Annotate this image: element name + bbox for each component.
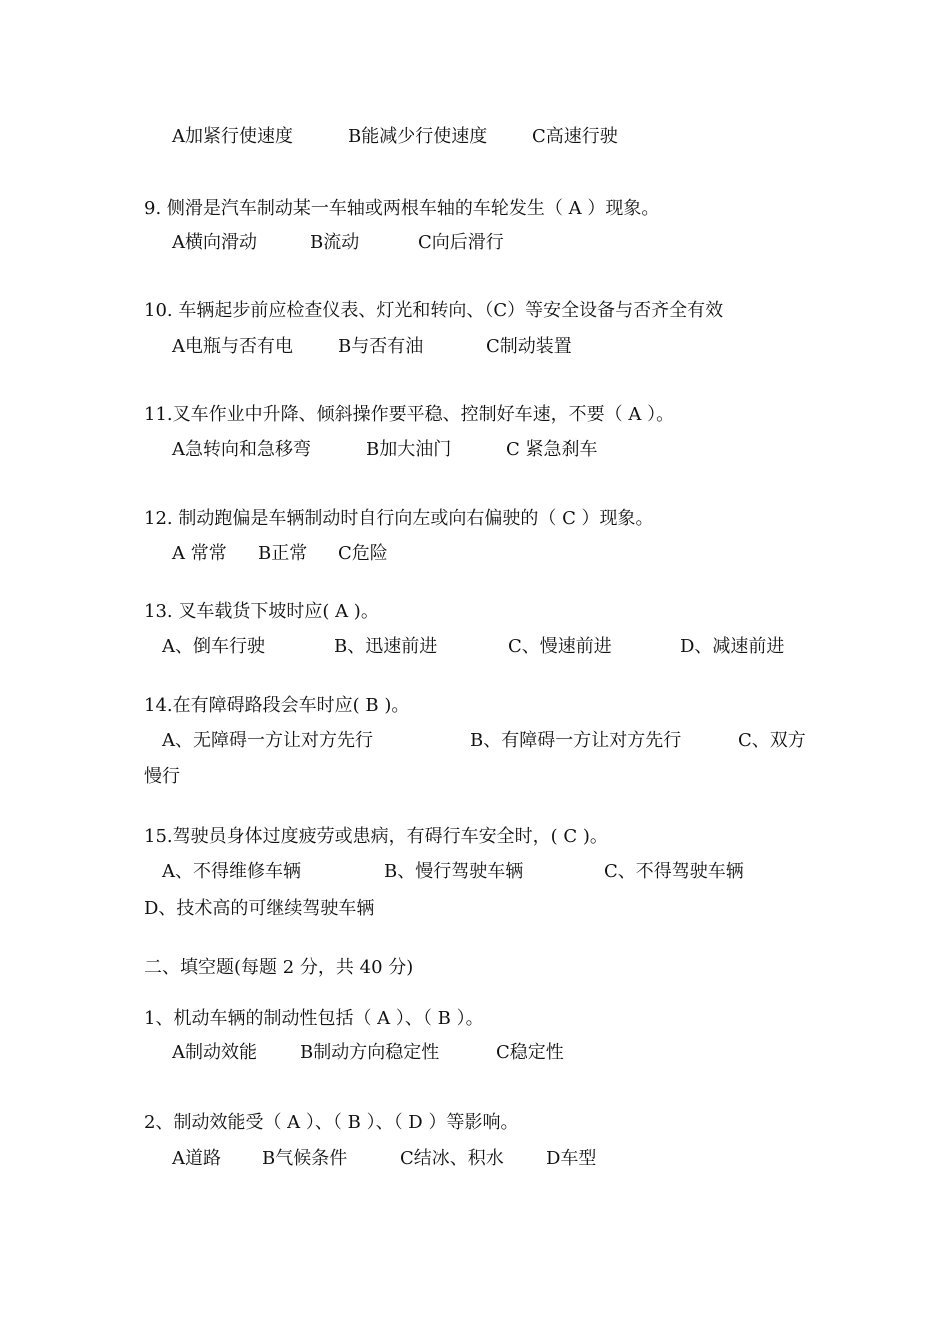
q11-text: 11.叉车作业中升降、倾斜操作要平稳、控制好车速，不要（ A ）。	[144, 404, 675, 425]
q10-option-b: B与否有油	[338, 336, 424, 357]
f2-text: 2、制动效能受（ A ）、（ B ）、（ D ）等影响。	[144, 1112, 519, 1133]
q9-option-c: C向后滑行	[418, 232, 504, 253]
f1-text: 1、机动车辆的制动性包括（ A ）、（ B ）。	[144, 1008, 484, 1029]
q8-option-b: B能减少行使速度	[348, 126, 488, 147]
f2-option-c: C结冰、积水	[400, 1148, 504, 1169]
q13-option-c: C、慢速前进	[508, 636, 612, 657]
q8-option-c: C高速行驶	[532, 126, 618, 147]
q15-option-a: A、不得维修车辆	[162, 861, 301, 882]
q11-option-a: A急转向和急移弯	[172, 439, 311, 460]
q9-option-a: A横向滑动	[172, 232, 257, 253]
f2-option-a: A道路	[172, 1148, 221, 1169]
section-heading: 二、填空题(每题 2 分，共 40 分)	[144, 957, 414, 978]
q15-text: 15.驾驶员身体过度疲劳或患病，有碍行车安全时，( C )。	[144, 826, 608, 847]
q14-option-a: A、无障碍一方让对方先行	[162, 730, 373, 751]
q13-option-b: B、迅速前进	[334, 636, 438, 657]
f1-option-b: B制动方向稳定性	[300, 1042, 440, 1063]
q14-option-c: C、双方	[738, 730, 806, 751]
q11-option-b: B加大油门	[366, 439, 452, 460]
f1-option-a: A制动效能	[172, 1042, 257, 1063]
q15-option-d: D、技术高的可继续驾驶车辆	[144, 898, 375, 919]
q12-text: 12. 制动跑偏是车辆制动时自行向左或向右偏驶的（ C ）现象。	[144, 508, 654, 529]
q9-text: 9. 侧滑是汽车制动某一车轴或两根车轴的车轮发生（ A ）现象。	[144, 198, 660, 219]
f2-option-d: D车型	[546, 1148, 597, 1169]
q9-option-b: B流动	[310, 232, 360, 253]
q15-option-c: C、不得驾驶车辆	[604, 861, 744, 882]
q12-option-c: C危险	[338, 543, 388, 564]
q12-option-a: A 常常	[172, 543, 227, 564]
q11-option-c: C 紧急刹车	[506, 439, 598, 460]
q10-option-a: A电瓶与否有电	[172, 336, 293, 357]
f1-option-c: C稳定性	[496, 1042, 564, 1063]
q14-option-c-wrap: 慢行	[144, 766, 180, 787]
q10-option-c: C制动装置	[486, 336, 572, 357]
q10-text: 10. 车辆起步前应检查仪表、灯光和转向、（C）等安全设备与否齐全有效	[144, 300, 724, 321]
f2-option-b: B气候条件	[262, 1148, 348, 1169]
q8-option-a: A加紧行使速度	[172, 126, 293, 147]
q14-text: 14.在有障碍路段会车时应( B )。	[144, 695, 410, 716]
q13-option-d: D、减速前进	[680, 636, 785, 657]
q14-option-b: B、有障碍一方让对方先行	[470, 730, 682, 751]
q12-option-b: B正常	[258, 543, 308, 564]
q13-text: 13. 叉车载货下坡时应( A )。	[144, 601, 379, 622]
q15-option-b: B、慢行驾驶车辆	[384, 861, 524, 882]
q13-option-a: A、倒车行驶	[162, 636, 265, 657]
